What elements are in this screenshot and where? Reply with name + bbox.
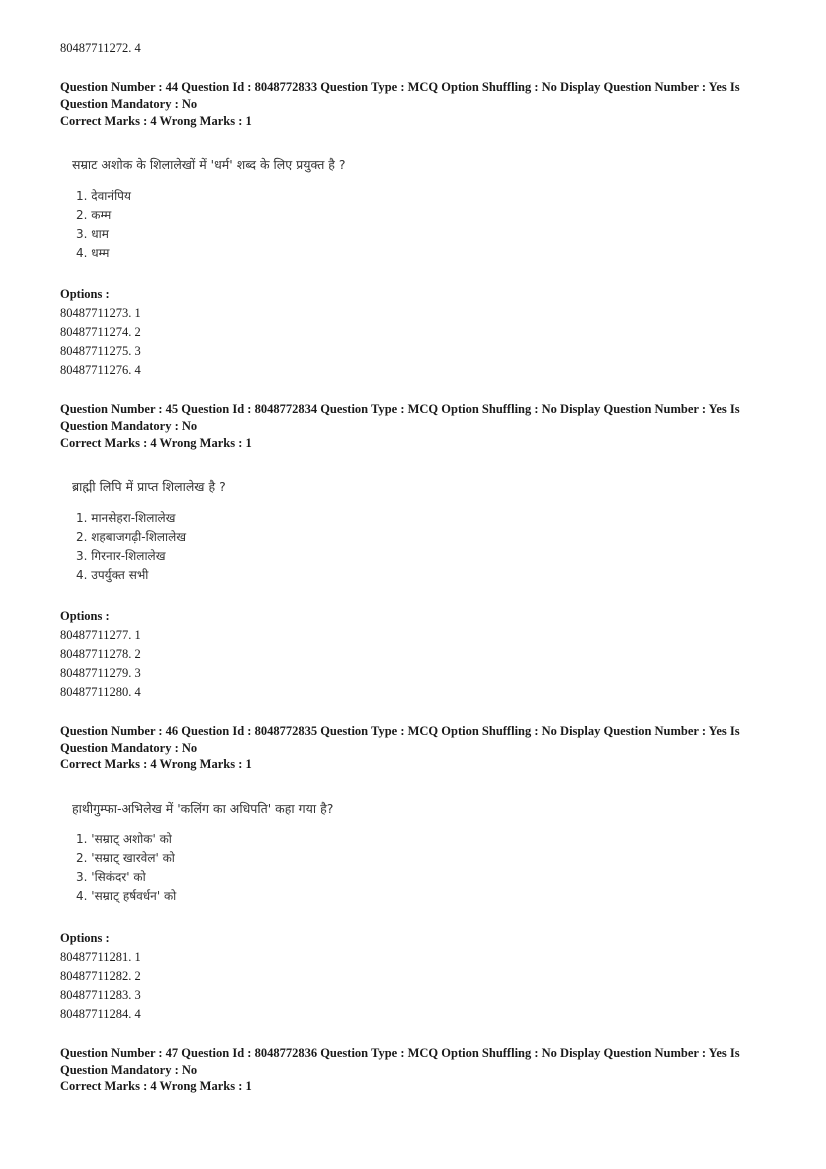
option-id-1: 80487711277. 1 [60, 628, 141, 642]
question-marks: Correct Marks : 4 Wrong Marks : 1 [60, 1079, 252, 1093]
question-marks: Correct Marks : 4 Wrong Marks : 1 [60, 114, 252, 128]
options-label: Options : [60, 287, 110, 301]
choice-1: 1. देवानंपिय [76, 189, 131, 203]
option-id-2: 80487711278. 2 [60, 647, 141, 661]
question-header [60, 1045, 752, 1079]
choice-4: 4. धम्म [76, 246, 110, 260]
question-header [60, 723, 752, 757]
question-header [60, 401, 752, 435]
option-id-2: 80487711282. 2 [60, 969, 141, 983]
choice-2: 2. कम्म [76, 208, 112, 222]
option-id-1: 80487711281. 1 [60, 950, 141, 964]
question-header-line2: Question Mandatory : No [60, 419, 198, 433]
choice-3: 3. गिरनार-शिलालेख [76, 549, 166, 563]
choice-4: 4. 'सम्राट् हर्षवर्धन' को [76, 889, 177, 903]
choice-1: 1. 'सम्राट् अशोक' को [76, 832, 172, 846]
question-marks: Correct Marks : 4 Wrong Marks : 1 [60, 436, 252, 450]
question-header-line2: Question Mandatory : No [60, 741, 198, 755]
options-label: Options : [60, 609, 110, 623]
question-text: हाथीगुम्फा-अभिलेख में 'कलिंग का अधिपति' कहा गया है? [72, 801, 334, 816]
option-id-3: 80487711279. 3 [60, 666, 141, 680]
choice-1: 1. मानसेहरा-शिलालेख [76, 511, 176, 525]
question-header-line2: Question Mandatory : No [60, 1063, 198, 1077]
choice-2: 2. शहबाजगढ़ी-शिलालेख [76, 530, 187, 544]
question-header-line1: Question Number : 44 Question Id : 8048772833 Question Type : MCQ Option Shuffling : No Display Question Number : Yes Is [60, 80, 740, 94]
options-label: Options : [60, 931, 110, 945]
option-id-4: 80487711280. 4 [60, 685, 141, 699]
choice-4: 4. उपर्युक्त सभी [76, 568, 149, 582]
choice-2: 2. 'सम्राट् खारवेल' को [76, 851, 175, 865]
question-header-line2: Question Mandatory : No [60, 97, 198, 111]
question-header-line1: Question Number : 46 Question Id : 8048772835 Question Type : MCQ Option Shuffling : No Display Question Number : Yes Is [60, 724, 740, 738]
option-id-1: 80487711273. 1 [60, 306, 141, 320]
choice-3: 3. धाम [76, 227, 109, 241]
option-id-4: 80487711276. 4 [60, 363, 141, 377]
option-id-2: 80487711274. 2 [60, 325, 141, 339]
choice-3: 3. 'सिकंदर' को [76, 870, 146, 884]
option-id-4: 80487711284. 4 [60, 1007, 141, 1021]
option-id-3: 80487711275. 3 [60, 344, 141, 358]
question-header-line1: Question Number : 47 Question Id : 8048772836 Question Type : MCQ Option Shuffling : No Display Question Number : Yes Is [60, 1046, 740, 1060]
question-text: सम्राट अशोक के शिलालेखों में 'धर्म' शब्द के लिए प्रयुक्त है ? [72, 157, 346, 172]
question-text: ब्राह्मी लिपि में प्राप्त शिलालेख है ? [72, 479, 226, 494]
previous-option-line: 80487711272. 4 [60, 41, 141, 55]
option-id-3: 80487711283. 3 [60, 988, 141, 1002]
question-header [60, 79, 752, 113]
question-marks: Correct Marks : 4 Wrong Marks : 1 [60, 757, 252, 771]
question-header-line1: Question Number : 45 Question Id : 8048772834 Question Type : MCQ Option Shuffling : No Display Question Number : Yes Is [60, 402, 740, 416]
